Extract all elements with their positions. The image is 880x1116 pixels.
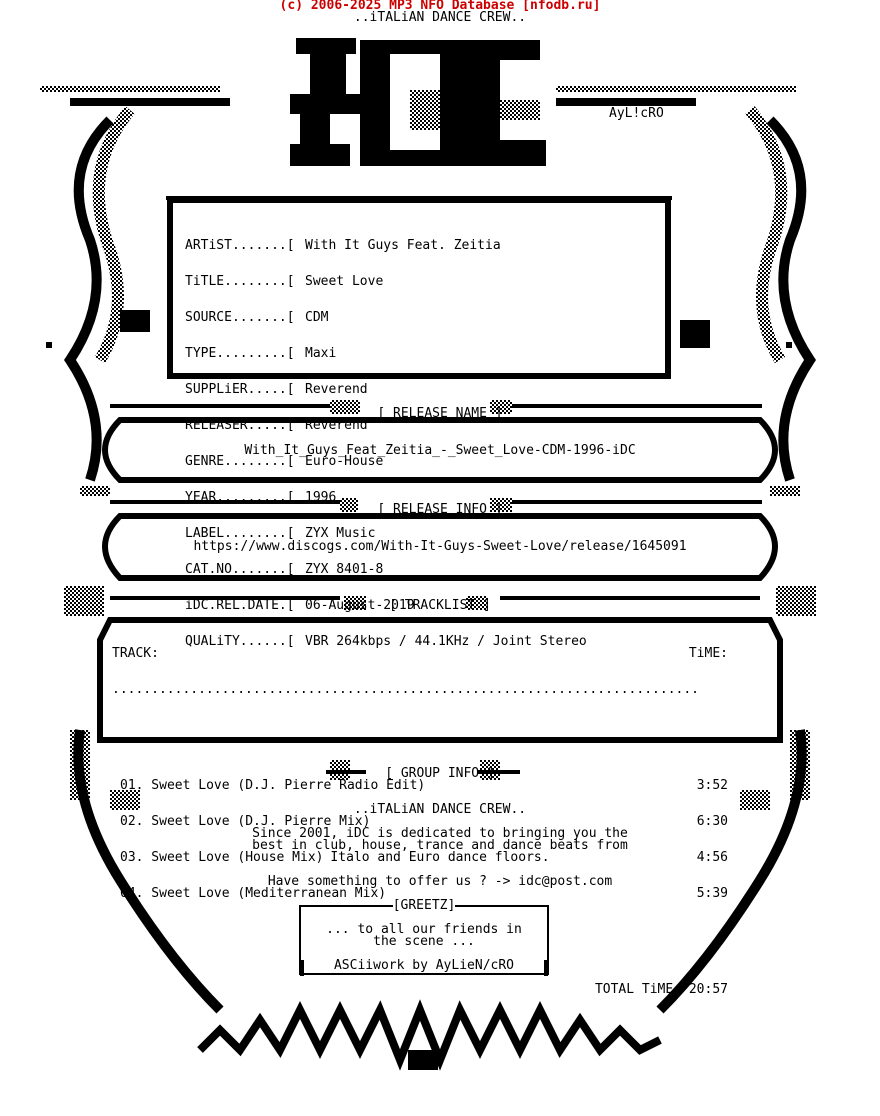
group-description-line1: Since 2001, iDC is dedicated to bringing you the [252,826,628,841]
info-row-reldate: iDC.REL.DATE.[ 06-August-2019 [185,598,415,613]
track-row: 04. Sweet Love (Mediterranean Mix) 5:39 [120,886,728,901]
idc-logo [290,38,546,166]
info-row-artist: ARTiST.......[ With It Guys Feat. Zeitia [185,238,501,253]
tracklist-divider: ........................................................................... [112,684,699,696]
info-row-title: TiTLE........[ Sweet Love [185,274,384,289]
nfodb-credit: (c) 2006-2025 MP3 NFO Database [nfodb.ru] [279,0,601,13]
greetz-line1: ... to all our friends in [326,922,522,937]
group-contact[interactable]: Have something to offer us ? -> idc@post.com [267,874,613,889]
group-description-line2: best in club, house, trance and dance beats from [252,838,628,853]
info-row-releaser: RELEASER.....[ Reverend [185,418,368,433]
info-row-year: YEAR.........[ 1996 [185,490,337,505]
info-row-source: SOURCE.......[ CDM [185,310,329,325]
group-info-heading: [ GROUP INFO ] [385,766,495,781]
group-description-line3: Italo and Euro dance floors. [330,850,550,865]
greetz-line2: the scene ... [373,934,475,949]
tracklist-heading: [ TRACKLIST ] [389,598,491,613]
track-row: 03. Sweet Love (House Mix) 4:56 [120,850,728,865]
track-column-header: TRACK: [112,646,159,661]
release-info-url[interactable]: https://www.discogs.com/With-It-Guys-Sweet-Love/release/1645091 [193,539,687,554]
release-info-heading: [ RELEASE INFO ] [377,502,503,517]
greetz-heading: [GREETZ] [392,898,456,913]
info-row-supplier: SUPPLiER.....[ Reverend [185,382,368,397]
release-name-value: With_It_Guys_Feat_Zeitia_-_Sweet_Love-CDM-1996-iDC [244,443,636,458]
artist-tag: AyL!cRO [609,106,664,121]
ascii-credit: ASCiiwork by AyLieN/cRO [333,958,514,973]
time-column-header: TiME: [688,646,728,661]
info-row-catno: CAT.NO.......[ ZYX 8401-8 [185,562,384,577]
info-row-quality: QUALiTY......[ VBR 264kbps / 44.1KHz / Joint Stereo [185,634,587,649]
info-row-type: TYPE.........[ Maxi [185,346,337,361]
tracklist-header [112,648,728,660]
release-info-table [185,216,587,660]
release-name-heading: [ RELEASE NAME ] [377,406,503,421]
track-row: 01. Sweet Love (D.J. Pierre Radio Edit) 3:52 [120,778,728,793]
crew-name-top: ..iTALiAN DANCE CREW.. [353,10,527,25]
track-row: 02. Sweet Love (D.J. Pierre Mix) 6:30 [120,814,728,829]
group-crew-name: ..iTALiAN DANCE CREW.. [353,802,527,817]
info-row-label: LABEL........[ ZYX Music [185,526,376,541]
total-time: TOTAL TiME: 20:57 [594,982,728,997]
info-row-genre: GENRE........[ Euro-House [185,454,384,469]
